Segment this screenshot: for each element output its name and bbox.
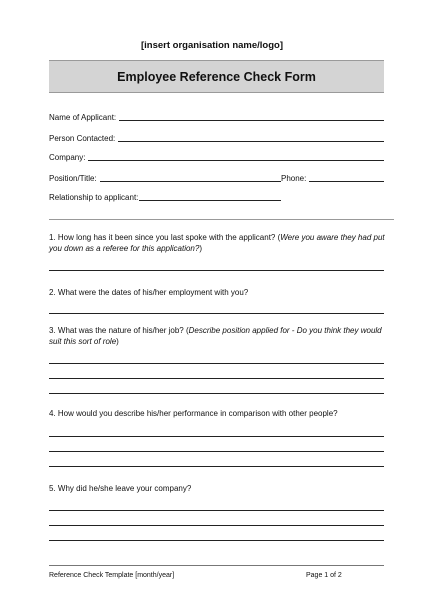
question-3-suffix: ) bbox=[116, 336, 119, 346]
footer-divider bbox=[49, 565, 384, 566]
question-2-text: 2. What were the dates of his/her employment with you? bbox=[49, 288, 249, 297]
answer-line[interactable] bbox=[49, 378, 384, 379]
person-contacted-label: Person Contacted: bbox=[49, 134, 116, 143]
company-field[interactable] bbox=[49, 150, 384, 164]
person-contacted-field[interactable] bbox=[49, 131, 384, 145]
answer-line[interactable] bbox=[49, 363, 384, 364]
question-2 bbox=[49, 288, 389, 299]
answer-line[interactable] bbox=[49, 270, 384, 271]
question-4-text: 4. How would you describe his/her performance in comparison with other people? bbox=[49, 409, 338, 418]
question-5 bbox=[49, 484, 389, 495]
form-title-band bbox=[49, 60, 384, 93]
applicant-name-field[interactable] bbox=[49, 110, 384, 124]
position-title-label: Position/Title: bbox=[49, 174, 97, 183]
organisation-name-placeholder: [insert organisation name/logo] bbox=[141, 40, 283, 51]
position-title-line[interactable] bbox=[100, 181, 281, 182]
company-label: Company: bbox=[49, 153, 86, 162]
question-3-hint: Describe position applied for - Do you think they would suit this sort of role bbox=[49, 326, 382, 346]
person-contacted-line[interactable] bbox=[118, 141, 384, 142]
answer-line[interactable] bbox=[49, 540, 384, 541]
question-5-text: 5. Why did he/she leave your company? bbox=[49, 484, 192, 493]
phone-field[interactable] bbox=[281, 171, 384, 185]
phone-label: Phone: bbox=[281, 174, 307, 183]
applicant-name-line[interactable] bbox=[119, 120, 384, 121]
answer-line[interactable] bbox=[49, 313, 384, 314]
answer-line[interactable] bbox=[49, 436, 384, 437]
applicant-name-label: Name of Applicant: bbox=[49, 113, 117, 122]
footer-page-number: Page 1 of 2 bbox=[306, 572, 342, 579]
question-3 bbox=[49, 326, 389, 347]
relationship-field[interactable] bbox=[49, 190, 281, 204]
question-4 bbox=[49, 409, 389, 420]
relationship-label: Relationship to applicant: bbox=[49, 193, 139, 202]
question-1 bbox=[49, 233, 389, 254]
answer-line[interactable] bbox=[49, 510, 384, 511]
relationship-line[interactable] bbox=[139, 200, 281, 201]
footer-template-label: Reference Check Template [month/year] bbox=[49, 572, 175, 579]
section-divider bbox=[49, 219, 394, 220]
phone-line[interactable] bbox=[309, 181, 384, 182]
position-title-field[interactable] bbox=[49, 171, 281, 185]
answer-line[interactable] bbox=[49, 451, 384, 452]
answer-line[interactable] bbox=[49, 393, 384, 394]
question-3-text: 3. What was the nature of his/her job? ( bbox=[49, 326, 189, 335]
company-line[interactable] bbox=[88, 160, 384, 161]
form-title: Employee Reference Check Form bbox=[117, 69, 316, 84]
question-1-hint: Were you aware they had put you down as a referee for this application? bbox=[49, 233, 385, 253]
answer-line[interactable] bbox=[49, 466, 384, 467]
question-1-text: 1. How long has it been since you last spoke with the applicant? ( bbox=[49, 233, 281, 242]
answer-line[interactable] bbox=[49, 525, 384, 526]
question-1-suffix: ) bbox=[199, 243, 202, 253]
